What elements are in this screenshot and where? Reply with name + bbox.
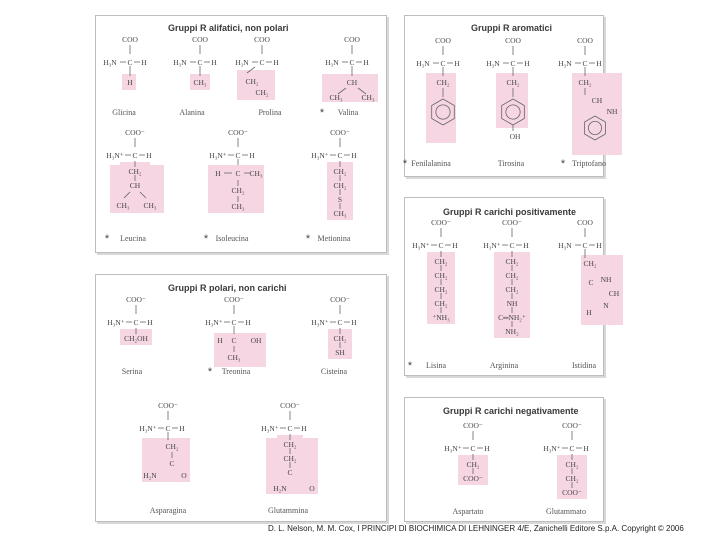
panel-title-negative: Gruppi R carichi negativamente xyxy=(443,406,579,416)
alpha-hydrogen-label: H xyxy=(351,318,357,327)
alpha-hydrogen-label: H xyxy=(596,241,602,250)
side-chain-atom: CH₃ xyxy=(329,93,343,102)
side-chain-atom: CH₂ xyxy=(505,285,519,294)
alpha-hydrogen-label: H xyxy=(454,59,460,68)
alpha-hydrogen-label: H xyxy=(596,59,602,68)
alpha-hydrogen-label: H xyxy=(452,241,458,250)
side-chain-atom: CH₃ xyxy=(116,201,130,210)
side-chain-atom: CH₂ xyxy=(434,285,448,294)
panel-title-positive: Gruppi R carichi positivamente xyxy=(443,207,577,217)
side-chain-atom: CH₂ xyxy=(505,257,519,266)
amino-label: H₃N xyxy=(558,59,572,68)
amino-acid-name-tirosina: Tirosina xyxy=(497,159,525,168)
side-chain-atom: CH₃ xyxy=(361,93,375,102)
alpha-carbon-label: C xyxy=(438,241,444,250)
side-chain-atom: CH₂ xyxy=(565,474,579,483)
panel-title-aromatic: Gruppi R aromatici xyxy=(471,23,553,33)
amino-label: H₃N⁺ xyxy=(107,318,125,327)
side-chain-atom: CH₂ xyxy=(283,440,297,449)
alpha-carbon-label: C xyxy=(349,58,355,67)
side-chain-atom: COO⁻ xyxy=(463,474,483,483)
side-chain-atom: CH₂ xyxy=(583,259,597,268)
amino-label: H₃N xyxy=(486,59,500,68)
side-chain-atom: CH₂ xyxy=(434,271,448,280)
side-chain-atom: CH₃ xyxy=(231,202,245,211)
alpha-carbon-label: C xyxy=(132,151,138,160)
side-chain-atom: NH xyxy=(600,275,612,284)
side-chain-atom: SH xyxy=(335,348,345,357)
side-chain-atom: CH₂ xyxy=(565,460,579,469)
side-chain-atom: H xyxy=(215,169,221,178)
carboxyl-label: COO xyxy=(577,36,593,45)
side-chain-atom: CH xyxy=(129,181,141,190)
alpha-carbon-label: C xyxy=(337,318,343,327)
essential-marker: * xyxy=(319,107,325,119)
alpha-carbon-label: C xyxy=(510,59,516,68)
amino-acid-name-aspartato: Aspartato xyxy=(452,507,484,516)
side-chain-atom: CH₂ xyxy=(283,454,297,463)
amino-acid-name-valina: Valina xyxy=(337,108,359,117)
side-chain-atom: OH xyxy=(250,336,262,345)
amino-acid-name-metionina: Metionina xyxy=(317,234,351,243)
side-chain-atom: CH₂ xyxy=(434,299,448,308)
amino-acid-name-arginina: Arginina xyxy=(489,361,519,370)
amino-label: H₃N⁺ xyxy=(412,241,430,250)
side-chain-atom: CH₂ xyxy=(255,88,269,97)
side-chain-atom: C xyxy=(169,459,175,468)
carboxyl-label: COO⁻ xyxy=(125,128,145,137)
side-chain-atom: CH xyxy=(346,78,358,87)
side-chain-atom: CH₂ xyxy=(434,257,448,266)
amino-label: H₃N xyxy=(235,58,249,67)
side-chain-atom: OH xyxy=(509,132,521,141)
side-chain-atom: N xyxy=(603,301,609,310)
alpha-carbon-label: C xyxy=(259,58,265,67)
alpha-carbon-label: C xyxy=(440,59,446,68)
side-chain-atom: CH₂ xyxy=(333,181,347,190)
amino-label: H₃N⁺ xyxy=(311,151,329,160)
alpha-carbon-label: C xyxy=(582,59,588,68)
side-chain-atom: C xyxy=(287,468,293,477)
carboxyl-label: COO⁻ xyxy=(330,295,350,304)
side-chain-atom: CH₂ xyxy=(505,271,519,280)
carboxyl-label: COO⁻ xyxy=(158,401,178,410)
amino-label: H₃N⁺ xyxy=(261,424,279,433)
amino-label: H₃N⁺ xyxy=(483,241,501,250)
amino-acid-name-triptofano: Triptofano xyxy=(572,159,606,168)
carboxyl-label: COO⁻ xyxy=(502,218,522,227)
alpha-carbon-label: C xyxy=(287,424,293,433)
side-chain-atom: NH xyxy=(506,299,518,308)
side-chain-atom: CH₂ xyxy=(466,460,480,469)
side-chain-atom: CH₂ xyxy=(245,77,259,86)
side-chain-atom: C xyxy=(231,336,237,345)
alpha-carbon-label: C xyxy=(569,444,575,453)
amino-acid-name-lisina: Lisina xyxy=(426,361,446,370)
alpha-hydrogen-label: H xyxy=(523,241,529,250)
amino-label: H₃N⁺ xyxy=(139,424,157,433)
amino-label: H₃N xyxy=(558,241,572,250)
side-chain-atom: CH₃ xyxy=(193,78,207,87)
side-chain-atom: CH₂ xyxy=(578,78,592,87)
amino-acid-name-istidina: Istidina xyxy=(572,361,596,370)
essential-marker: * xyxy=(407,360,413,372)
alpha-carbon-label: C xyxy=(165,424,171,433)
carboxyl-label: COO⁻ xyxy=(431,218,451,227)
alpha-carbon-label: C xyxy=(133,318,139,327)
alpha-hydrogen-label: H xyxy=(301,424,307,433)
amino-acid-name-leucina: Leucina xyxy=(120,234,146,243)
amino-label: H₃N⁺ xyxy=(311,318,329,327)
carboxyl-label: COO xyxy=(344,35,360,44)
side-chain-atom: S xyxy=(337,195,343,204)
alpha-carbon-label: C xyxy=(235,151,241,160)
side-chain-atom: CH₂ xyxy=(165,442,179,451)
alpha-carbon-label: C xyxy=(337,151,343,160)
alpha-hydrogen-label: H xyxy=(146,151,152,160)
side-chain-atom: CH₂OH xyxy=(124,334,148,343)
alpha-hydrogen-label: H xyxy=(249,151,255,160)
carboxyl-label: COO xyxy=(435,36,451,45)
amino-acid-name-cisteina: Cisteina xyxy=(320,367,348,376)
side-chain-atom: H xyxy=(217,336,223,345)
essential-marker: * xyxy=(402,158,408,170)
carboxyl-label: COO⁻ xyxy=(463,421,483,430)
essential-marker: * xyxy=(560,158,566,170)
side-chain-atom: CH₃ xyxy=(333,209,347,218)
alpha-carbon-label: C xyxy=(127,58,133,67)
alpha-hydrogen-label: H xyxy=(245,318,251,327)
amino-acid-name-glutammato: Glutammato xyxy=(546,507,586,516)
amino-acid-name-fenilalanina: Fenilalanina xyxy=(411,159,451,168)
amino-acid-name-serina: Serina xyxy=(121,367,143,376)
side-chain-atom: CH₃ xyxy=(227,353,241,362)
side-chain-atom: NH xyxy=(606,107,618,116)
alpha-hydrogen-label: H xyxy=(147,318,153,327)
alpha-hydrogen-label: H xyxy=(351,151,357,160)
side-chain-atom: CH₂ xyxy=(128,167,142,176)
side-chain-atom: CH xyxy=(608,289,620,298)
side-chain-atom: NH₂ xyxy=(505,327,519,336)
carboxyl-label: COO⁻ xyxy=(280,401,300,410)
alpha-hydrogen-label: H xyxy=(484,444,490,453)
amino-acid-name-prolina: Prolina xyxy=(258,108,282,117)
amino-label: H₃N xyxy=(416,59,430,68)
carboxyl-label: COO xyxy=(192,35,208,44)
side-chain-atom: ⁺NH₃ xyxy=(432,313,450,322)
carboxyl-label: COO⁻ xyxy=(228,128,248,137)
side-chain-atom: C xyxy=(235,169,241,178)
side-chain-atom: CH xyxy=(591,96,603,105)
amino-label: H₃N⁺ xyxy=(205,318,223,327)
side-chain-atom: H xyxy=(127,78,133,87)
side-chain-atom: CH₂ xyxy=(231,186,245,195)
alpha-hydrogen-label: H xyxy=(141,58,147,67)
side-chain-atom: CH₃ xyxy=(143,201,157,210)
side-chain-atom: C xyxy=(588,278,594,287)
alpha-carbon-label: C xyxy=(509,241,515,250)
amino-label: H₃N⁺ xyxy=(543,444,561,453)
carboxyl-label: COO⁻ xyxy=(126,295,146,304)
side-chain-atom: H₂N xyxy=(273,484,287,493)
amino-acid-name-treonina: Treonina xyxy=(221,367,251,376)
carboxyl-label: COO xyxy=(577,218,593,227)
amino-acid-name-glutammina: Glutammina xyxy=(268,506,308,515)
panel-title-aliphatic: Gruppi R alifatici, non polari xyxy=(168,23,289,33)
alpha-hydrogen-label: H xyxy=(583,444,589,453)
alpha-hydrogen-label: H xyxy=(363,58,369,67)
side-chain-atom: CH₂ xyxy=(506,78,520,87)
amino-acid-name-asparagina: Asparagina xyxy=(149,506,187,515)
alpha-carbon-label: C xyxy=(582,241,588,250)
amino-acid-name-alanina: Alanina xyxy=(179,108,205,117)
carboxyl-label: COO⁻ xyxy=(330,128,350,137)
amino-label: H₃N xyxy=(173,58,187,67)
alpha-hydrogen-label: H xyxy=(524,59,530,68)
alpha-hydrogen-label: H xyxy=(211,58,217,67)
side-chain-atom: H xyxy=(586,308,592,317)
alpha-hydrogen-label: H xyxy=(179,424,185,433)
alpha-carbon-label: C xyxy=(197,58,203,67)
side-chain-atom: CH₂ xyxy=(333,334,347,343)
carboxyl-label: COO xyxy=(505,36,521,45)
side-chain-atom: H₂N xyxy=(143,471,157,480)
amino-label: H₃N xyxy=(325,58,339,67)
panel-title-polar: Gruppi R polari, non carichi xyxy=(168,283,287,293)
essential-marker: * xyxy=(207,366,213,378)
amino-label: H₃N⁺ xyxy=(209,151,227,160)
side-chain-atom: CH₂ xyxy=(436,78,450,87)
side-chain-atom: COO⁻ xyxy=(562,488,582,497)
essential-marker: * xyxy=(305,233,311,245)
alpha-carbon-label: C xyxy=(231,318,237,327)
carboxyl-label: COO⁻ xyxy=(224,295,244,304)
essential-marker: * xyxy=(104,233,110,245)
copyright-footer: D. L. Nelson, M. M. Cox, I PRINCIPI DI BIOCHIMICA DI LEHNINGER 4/E, Zanichelli Editore S.p.A. Copyright © 2006 xyxy=(268,524,684,533)
side-chain-atom: CH₃ xyxy=(249,169,263,178)
side-chain-atom: CH₂ xyxy=(333,167,347,176)
amino-label: H₃N⁺ xyxy=(444,444,462,453)
carboxyl-label: COO⁻ xyxy=(562,421,582,430)
side-chain-atom: O xyxy=(309,484,315,493)
carboxyl-label: COO xyxy=(254,35,270,44)
alpha-carbon-label: C xyxy=(470,444,476,453)
side-chain-atom: C═NH₂⁺ xyxy=(498,313,526,322)
amino-acid-name-glicina: Glicina xyxy=(112,108,136,117)
amino-acid-name-isoleucina: Isoleucina xyxy=(215,234,249,243)
alpha-hydrogen-label: H xyxy=(273,58,279,67)
side-chain-atom: O xyxy=(181,471,187,480)
amino-label: H₃N xyxy=(103,58,117,67)
essential-marker: * xyxy=(203,233,209,245)
amino-label: H₃N⁺ xyxy=(106,151,124,160)
carboxyl-label: COO xyxy=(122,35,138,44)
